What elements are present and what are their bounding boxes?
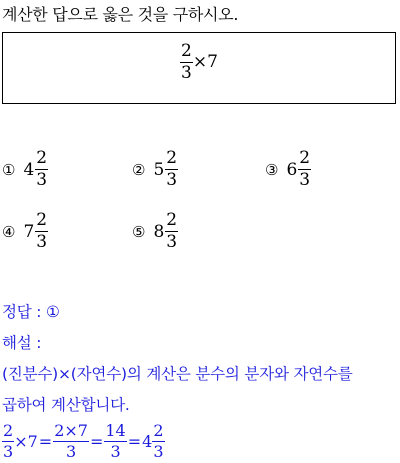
calculation — [2, 423, 165, 460]
calc-fraction-3 — [104, 423, 126, 460]
expression-box — [2, 32, 396, 104]
expression-whole: 7 — [207, 52, 218, 72]
fraction-numerator: 2 — [181, 41, 192, 61]
choice-mark: ④ — [2, 222, 16, 241]
choice-whole: 4 — [23, 159, 35, 180]
choice-mark: ⑤ — [132, 222, 146, 241]
calc-equals: = — [38, 432, 53, 451]
fraction-denominator: 3 — [166, 232, 178, 252]
explanation-line-2: 곱하여 계산합니다. — [2, 396, 130, 414]
fraction-numerator: 2 — [166, 148, 178, 168]
question-title: 계산한 답으로 옳은 것을 구하시오. — [2, 5, 239, 24]
fraction-denominator: 3 — [65, 442, 77, 461]
fraction-denominator: 3 — [153, 442, 164, 461]
choice-whole: 8 — [153, 221, 165, 242]
choice-mark: ③ — [265, 160, 279, 179]
answer-value: ① — [46, 303, 60, 321]
explanation-label: 해설 : — [2, 334, 42, 352]
explanation-line-1: (진분수)×(자연수)의 계산은 분수의 분자와 자연수를 — [2, 365, 353, 383]
fraction-numerator: 2 — [36, 148, 48, 168]
calc-equals: = — [89, 432, 104, 451]
multiply-sign: × — [192, 52, 208, 72]
calc-whole: 4 — [142, 432, 153, 451]
choice-3[interactable] — [265, 150, 311, 189]
choice-mark: ② — [132, 160, 146, 179]
fraction-numerator: 2 — [36, 210, 48, 230]
choice-fraction — [35, 150, 48, 189]
fraction-numerator: 2 — [166, 210, 178, 230]
choice-fraction — [165, 212, 178, 251]
answer-label: 정답 : — [2, 303, 47, 321]
choice-5[interactable] — [132, 212, 178, 251]
choice-mark: ① — [2, 160, 16, 179]
fraction-denominator: 3 — [299, 170, 311, 190]
choice-fraction — [35, 212, 48, 251]
choice-2[interactable] — [132, 150, 178, 189]
calc-fraction-4 — [152, 423, 164, 460]
fraction-numerator: 2 — [299, 148, 311, 168]
fraction-numerator: 2 — [3, 421, 14, 440]
answer-line — [2, 300, 60, 322]
fraction-numerator: 2 — [153, 421, 164, 440]
calc-equals: = — [127, 432, 142, 451]
choice-whole: 5 — [153, 159, 165, 180]
fraction-denominator: 3 — [166, 170, 178, 190]
fraction-denominator: 3 — [36, 170, 48, 190]
calc-fraction-1 — [2, 423, 14, 460]
fraction-denominator: 3 — [181, 63, 192, 83]
choice-1[interactable] — [2, 150, 48, 189]
choice-whole: 7 — [23, 221, 35, 242]
choice-fraction — [165, 150, 178, 189]
fraction-denominator: 3 — [36, 232, 48, 252]
expression-fraction — [180, 43, 193, 82]
fraction-numerator: 14 — [105, 421, 126, 440]
expression — [3, 43, 395, 82]
fraction-numerator: 2×7 — [54, 421, 88, 440]
fraction-denominator: 3 — [110, 442, 121, 461]
choice-fraction — [298, 150, 311, 189]
calc-multiply: ×7 — [14, 432, 38, 451]
choice-4[interactable] — [2, 212, 48, 251]
fraction-denominator: 3 — [3, 442, 14, 461]
choice-whole: 6 — [286, 159, 298, 180]
calc-fraction-2 — [53, 423, 89, 460]
